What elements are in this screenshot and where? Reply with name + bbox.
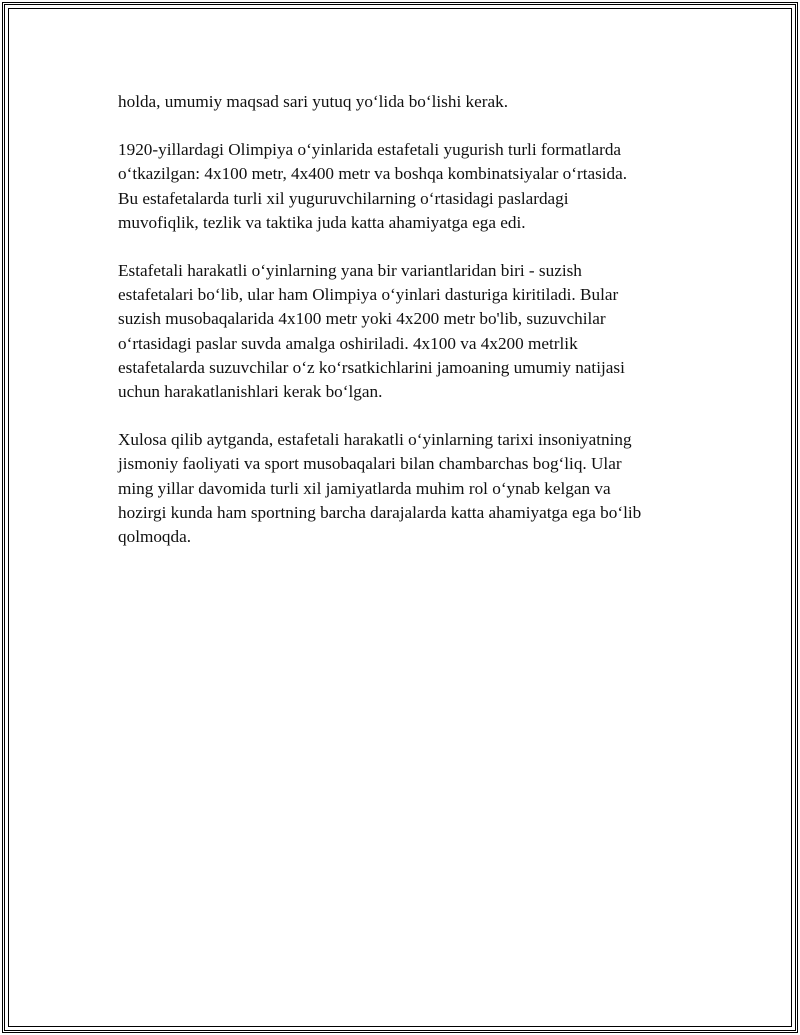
paragraph-4 (118, 428, 698, 549)
text-line: o‘rtasidagi paslar suvda amalga oshiriladi. 4x100 va 4x200 metrlik (118, 333, 578, 353)
text-line: uchun harakatlanishlari kerak bo‘lgan. (118, 382, 383, 402)
paragraph-3 (118, 259, 698, 404)
paragraph-1 (118, 90, 698, 114)
text-line: holda, umumiy maqsad sari yutuq yo‘lida bo‘lishi kerak. (118, 92, 508, 111)
text-line: Xulosa qilib aytganda, estafetali harakatli o‘yinlarning tarixi insoniyatning (118, 430, 632, 450)
text-line: estafetalarda suzuvchilar o‘z ko‘rsatkichlarini jamoaning umumiy natijasi (118, 357, 625, 377)
text-line: hozirgi kunda ham sportning barcha darajalarda katta ahamiyatga ega bo‘lib (118, 502, 642, 522)
text-line: qolmoqda. (118, 527, 192, 547)
text-line: jismoniy faoliyati va sport musobaqalari bilan chambarchas bog‘liq. Ular (118, 454, 622, 474)
text-line: suzish musobaqalarida 4x100 metr yoki 4x200 metr bo'lib, suzuvchilar (118, 309, 606, 329)
text-line: o‘tkazilgan: 4x100 metr, 4x400 metr va boshqa kombinatsiyalar o‘rtasida. (118, 164, 628, 184)
document-body (118, 90, 698, 573)
text-line: 1920-yillardagi Olimpiya o‘yinlarida estafetali yugurish turli formatlarda (118, 140, 622, 160)
text-line: Bu estafetalarda turli xil yuguruvchilarning o‘rtasidagi paslardagi (118, 188, 569, 208)
text-line: estafetalari bo‘lib, ular ham Olimpiya o‘yinlari dasturiga kiritiladi. Bular (118, 285, 619, 305)
paragraph-2 (118, 138, 698, 235)
text-line: ming yillar davomida turli xil jamiyatlarda muhim rol o‘ynab kelgan va (118, 478, 611, 498)
text-line: Estafetali harakatli o‘yinlarning yana bir variantlaridan biri - suzish (118, 261, 582, 281)
text-line: muvofiqlik, tezlik va taktika juda katta ahamiyatga ega edi. (118, 212, 526, 232)
